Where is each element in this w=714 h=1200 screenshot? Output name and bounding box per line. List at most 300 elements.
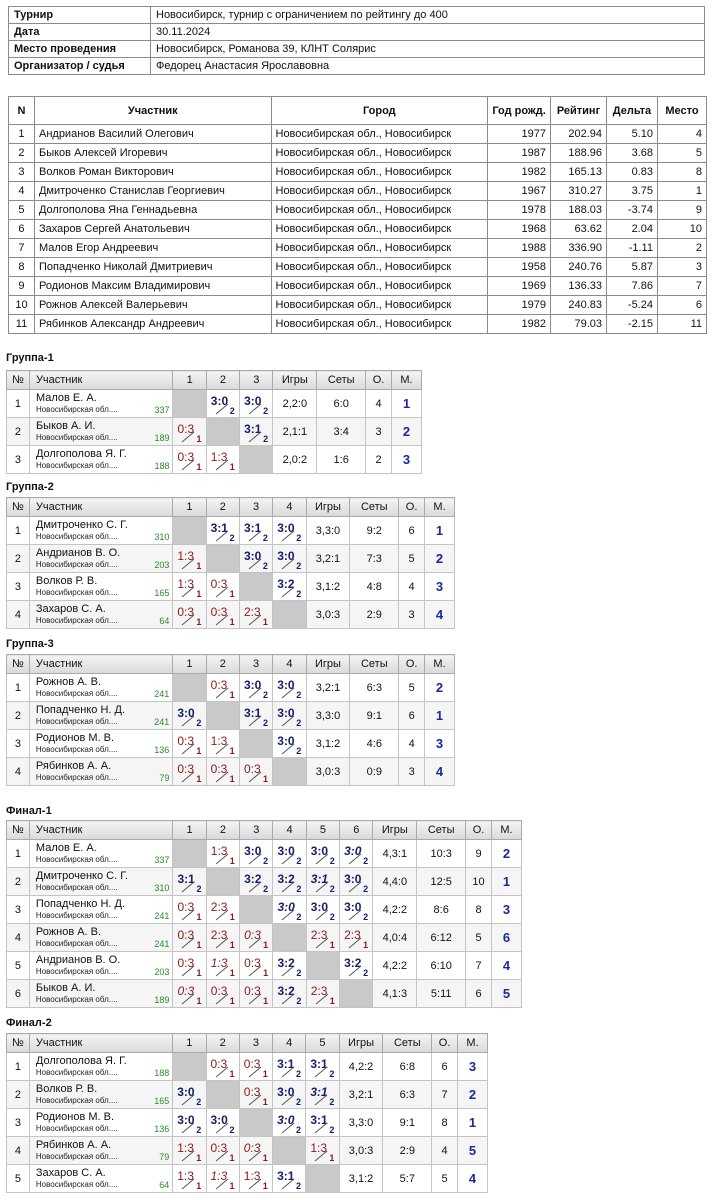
player-cell [29,730,172,758]
player-city: Новосибирская обл.... [35,1124,118,1133]
match-score [207,896,239,923]
match-result [173,446,206,474]
points-cell: 8 [432,1109,458,1137]
match-score-mark: 2 [329,912,335,922]
match-score-mark: 1 [329,996,335,1006]
match-score-value: 0:3 [177,734,195,748]
group-table [6,820,522,1008]
match-score-mark: 2 [262,533,268,543]
player-name: Долгополова Я. Г. [35,1055,127,1067]
place-cell [425,601,455,629]
participant-number: 4 [9,182,35,201]
match-score-value: 1:3 [310,1141,328,1155]
match-score-mark: 1 [196,561,202,571]
player-name: Андрианов В. О. [35,547,121,559]
match-score [207,952,239,979]
sets-cell: 4:8 [350,573,399,601]
player-cell [29,1137,172,1165]
player-city: Новосибирская обл.... [35,616,118,625]
participant-row [9,258,707,277]
row-number: 1 [7,840,30,868]
player-city: Новосибирская обл.... [35,689,118,698]
match-result [239,674,272,702]
match-result [306,896,339,924]
row-number: 3 [7,446,30,474]
match-score-value: 3:1 [210,521,228,535]
match-score-mark: 2 [263,406,269,416]
participants-col-header: Год рожд. [488,97,551,125]
match-score-marker [248,937,270,949]
place-cell [458,1137,488,1165]
match-result [340,896,373,924]
player-rating: 165 [154,588,170,598]
player-meta [36,911,170,921]
participant-number: 8 [9,258,35,277]
match-score-mark: 2 [196,718,202,728]
match-result [306,840,339,868]
match-score-marker [314,1122,336,1134]
match-result [206,730,239,758]
match-score-marker [348,909,370,921]
match-score [273,1109,305,1136]
player-name: Дмитроченко С. Г. [35,870,128,882]
match-score-marker [281,558,303,570]
match-score-mark: 2 [363,856,369,866]
row-number: 2 [7,1081,30,1109]
participant-rating: 188.96 [551,144,607,163]
match-score [340,840,372,867]
player-name: Рябинков А. А. [35,760,112,772]
player-meta [36,939,170,949]
match-score-mark: 1 [329,940,335,950]
info-row-venue [9,41,705,58]
match-score-mark: 2 [263,856,269,866]
sets-cell: 8:6 [417,896,466,924]
col-header-place: М. [425,655,455,674]
participants-col-header: Дельта [607,97,658,125]
match-score [240,924,272,951]
match-score-mark: 2 [296,1097,302,1107]
points-cell: 3 [399,758,425,786]
participant-delta: -3.74 [607,201,658,220]
place-cell [492,896,522,924]
match-score-value: 0:3 [243,762,261,776]
place-value: 1 [502,874,511,889]
participant-city: Новосибирская обл., Новосибирск [271,163,488,182]
match-score-value: 3:0 [277,734,295,748]
col-header-opponent: 5 [306,821,339,840]
col-header-games: Игры [306,498,350,517]
player-rating: 241 [154,689,170,699]
player-city: Новосибирская обл.... [35,883,118,892]
match-score-value: 3:1 [310,1113,328,1127]
match-score-marker [315,853,337,865]
match-score-value: 0:3 [210,678,228,692]
match-score-marker [181,558,203,570]
match-score-value: 3:0 [210,1113,228,1127]
match-score-marker [181,771,203,783]
info-value: Федорец Анастасия Ярославовна [151,58,705,75]
match-result [273,573,306,601]
points-cell: 5 [466,924,492,952]
match-score-value: 1:3 [243,1169,261,1183]
match-score [240,1137,272,1164]
player-name: Долгополова Я. Г. [35,448,127,460]
match-result [206,573,239,601]
match-score-mark: 1 [263,968,269,978]
match-score [207,573,239,600]
match-result [306,1053,339,1081]
match-score-mark: 2 [296,996,302,1006]
match-score-mark: 2 [262,718,268,728]
match-result [206,896,239,924]
games-cell: 3,0:3 [339,1137,383,1165]
match-score [240,702,272,729]
sets-cell: 5:7 [383,1165,432,1193]
player-city: Новосибирская обл.... [35,560,118,569]
points-cell: 5 [399,674,425,702]
match-score [307,924,339,951]
player-cell [29,924,173,952]
match-score-marker [181,1178,203,1190]
match-result [240,418,273,446]
match-score [173,601,205,628]
player-name: Рябинков А. А. [35,1139,112,1151]
participant-row [9,201,707,220]
participant-rating: 63.62 [551,220,607,239]
match-score-marker [348,965,370,977]
player-name: Попадченко Н. Д. [35,898,126,910]
match-result [206,924,239,952]
participant-place: 4 [657,125,706,144]
games-cell: 3,0:3 [306,601,350,629]
points-cell: 6 [432,1053,458,1081]
sets-cell: 4:6 [350,730,399,758]
participant-place: 11 [657,315,706,334]
player-city: Новосибирская обл.... [35,433,118,442]
points-cell: 3 [366,418,392,446]
player-meta [36,1180,169,1190]
row-number: 2 [7,418,30,446]
games-cell: 4,2:2 [339,1053,383,1081]
player-cell [29,517,172,545]
match-result [273,1165,306,1193]
games-cell: 3,2:1 [339,1081,383,1109]
place-cell [458,1053,488,1081]
col-header-points: О. [466,821,492,840]
player-city: Новосибирская обл.... [35,588,118,597]
row-number: 3 [7,573,30,601]
match-score-value: 3:0 [243,549,262,563]
player-meta [36,717,169,727]
col-header-place: М. [458,1034,488,1053]
player-cell [29,952,173,980]
match-score [240,601,272,628]
row-number: 1 [7,517,30,545]
info-value: Новосибирск, Романова 39, КЛНТ Солярис [151,41,705,58]
match-score [207,446,239,473]
match-score [207,1137,239,1164]
match-score-value: 0:3 [244,984,261,998]
match-result [239,702,272,730]
match-score-value: 3:1 [310,1057,328,1071]
sets-cell: 12:5 [417,868,466,896]
match-result [306,924,339,952]
place-value: 1 [435,523,444,538]
player-meta [36,616,169,626]
participant-name: Долгополова Яна Геннадьевна [34,201,271,220]
place-value: 3 [402,452,411,467]
group-row [7,573,455,601]
match-result [239,1081,272,1109]
participant-place: 10 [657,220,706,239]
match-score-mark: 2 [296,690,302,700]
match-score-marker [281,687,303,699]
match-score [340,952,372,979]
match-result [239,601,272,629]
match-score-marker [248,853,270,865]
info-row-date [9,24,705,41]
participant-city: Новосибирская обл., Новосибирск [271,277,488,296]
player-meta [36,1068,169,1078]
place-cell [492,868,522,896]
match-score [273,1165,305,1192]
match-result [273,674,306,702]
row-number: 5 [7,952,30,980]
points-cell: 4 [432,1137,458,1165]
match-score [173,1081,205,1108]
sets-cell: 9:1 [350,702,399,730]
self-cell [206,1081,239,1109]
sets-cell: 3:4 [317,418,366,446]
place-cell [392,446,422,474]
participant-delta: 0.83 [607,163,658,182]
self-cell [206,545,239,573]
match-score [173,446,205,473]
participant-row [9,182,707,201]
participant-rating: 202.94 [551,125,607,144]
participant-city: Новосибирская обл., Новосибирск [271,182,488,201]
match-score-value: 1:3 [210,1169,228,1183]
participant-rating: 165.13 [551,163,607,182]
match-score-mark: 2 [229,1125,235,1135]
info-row-organizer [9,58,705,75]
match-result [173,868,206,896]
row-number: 2 [7,545,30,573]
player-name: Захаров С. А. [35,1167,106,1179]
match-score-marker [248,1066,270,1078]
match-result [206,1137,239,1165]
match-score-value: 0:3 [177,900,195,914]
match-score-marker [281,530,303,542]
match-score-marker [348,937,370,949]
participant-place: 5 [657,144,706,163]
place-cell [392,390,422,418]
self-cell [239,730,272,758]
match-score-marker [215,965,237,977]
match-score [307,896,339,923]
match-score-value: 3:0 [244,394,262,408]
match-score-value: 0:3 [210,577,228,591]
col-header-opponent: 2 [206,1034,239,1053]
match-score-mark: 1 [196,462,202,472]
info-row-tournament [9,7,705,24]
player-cell [29,674,172,702]
match-score [306,1053,338,1080]
match-score-value: 3:0 [277,706,295,720]
sets-cell: 10:3 [417,840,466,868]
participant-place: 3 [657,258,706,277]
participant-city: Новосибирская обл., Новосибирск [271,315,488,334]
match-score-value: 2:3 [310,984,328,998]
participant-delta: 7.86 [607,277,658,296]
match-score [240,1165,272,1192]
match-score-value: 1:3 [177,1141,194,1155]
player-city: Новосибирская обл.... [35,855,118,864]
participant-name: Рожнов Алексей Валерьевич [34,296,271,315]
group-header-row [7,498,455,517]
match-score-marker [181,909,203,921]
player-rating: 337 [154,855,170,865]
row-number: 3 [7,896,30,924]
match-score-value: 0:3 [210,762,228,776]
participant-number: 6 [9,220,35,239]
sets-cell: 6:8 [383,1053,432,1081]
player-city: Новосибирская обл.... [35,745,118,754]
match-score-marker [215,853,237,865]
match-score [273,573,305,600]
points-cell: 5 [432,1165,458,1193]
match-result [273,1053,306,1081]
match-score-mark: 1 [229,1181,235,1191]
match-score [340,868,372,895]
group-title: Финал-2 [6,1017,52,1029]
match-score-value: 3:0 [277,900,295,914]
participant-delta: 3.68 [607,144,658,163]
match-score-marker [314,1094,336,1106]
place-value: 4 [468,1171,477,1186]
match-score [306,1081,338,1108]
match-score [340,896,372,923]
match-score-marker [315,909,337,921]
match-score-value: 3:0 [177,706,195,720]
self-cell [173,840,206,868]
player-meta [36,588,169,598]
col-header-games: Игры [373,821,417,840]
participant-rating: 188.03 [551,201,607,220]
match-score-marker [215,1178,237,1190]
match-score-value: 3:0 [277,521,295,535]
points-cell: 9 [466,840,492,868]
participant-birth-year: 1979 [488,296,551,315]
place-cell [425,573,455,601]
match-score-mark: 2 [296,968,302,978]
match-result [206,517,239,545]
match-score-mark: 1 [196,589,202,599]
col-header-opponent: 1 [173,371,206,390]
match-score-value: 2:3 [210,928,228,942]
participant-birth-year: 1988 [488,239,551,258]
match-score [273,896,305,923]
player-city: Новосибирская обл.... [35,939,118,948]
participant-birth-year: 1969 [488,277,551,296]
games-cell: 2,0:2 [273,446,317,474]
match-score [273,980,305,1007]
player-rating: 64 [159,616,170,626]
player-meta [36,532,169,542]
match-result [206,952,239,980]
match-result [173,573,206,601]
match-score-mark: 2 [229,533,235,543]
participant-name: Родионов Максим Владимирович [34,277,271,296]
match-score [173,730,205,757]
match-score-marker [314,1066,336,1078]
player-meta [36,560,169,570]
player-name: Захаров С. А. [35,603,106,615]
participant-city: Новосибирская обл., Новосибирск [271,144,488,163]
player-meta [36,773,169,783]
player-cell [29,896,173,924]
place-value: 1 [435,708,444,723]
match-score [173,896,205,923]
col-header-opponent: 1 [173,498,206,517]
match-score-mark: 2 [296,1069,302,1079]
participant-city: Новосибирская обл., Новосибирск [271,258,488,277]
match-result [239,517,272,545]
match-score [307,868,339,895]
participant-number: 5 [9,201,35,220]
games-cell: 3,3:0 [306,517,350,545]
player-city: Новосибирская обл.... [35,532,118,541]
group-row [7,840,522,868]
match-score-marker [248,715,270,727]
participant-rating: 336.90 [551,239,607,258]
participant-number: 10 [9,296,35,315]
match-score-mark: 1 [196,434,202,444]
match-result [240,980,273,1008]
match-score-marker [281,853,303,865]
participant-city: Новосибирская обл., Новосибирск [271,201,488,220]
match-score-value: 1:3 [177,549,195,563]
match-score-mark: 1 [262,1181,268,1191]
match-score [207,1109,239,1136]
match-score-value: 0:3 [177,762,195,776]
match-score [273,702,305,729]
participant-name: Дмитроченко Станислав Георгиевич [34,182,271,201]
participant-birth-year: 1967 [488,182,551,201]
self-cell [306,1165,339,1193]
player-cell [29,601,172,629]
points-cell: 6 [466,980,492,1008]
match-result [340,840,373,868]
player-city: Новосибирская обл.... [35,1152,118,1161]
match-score-value: 3:0 [210,394,229,408]
player-meta [36,967,170,977]
match-score-marker [215,403,237,415]
col-header-sets: Сеты [417,821,466,840]
match-score [240,1081,272,1108]
self-cell [273,1137,306,1165]
match-score-marker [181,993,203,1005]
participant-rating: 240.83 [551,296,607,315]
participant-delta: 5.10 [607,125,658,144]
match-score [173,1165,205,1192]
match-score [273,545,305,572]
group-row [7,1109,488,1137]
match-score-value: 3:1 [277,1057,295,1071]
row-number: 1 [7,674,30,702]
group-title: Группа-3 [6,638,54,650]
